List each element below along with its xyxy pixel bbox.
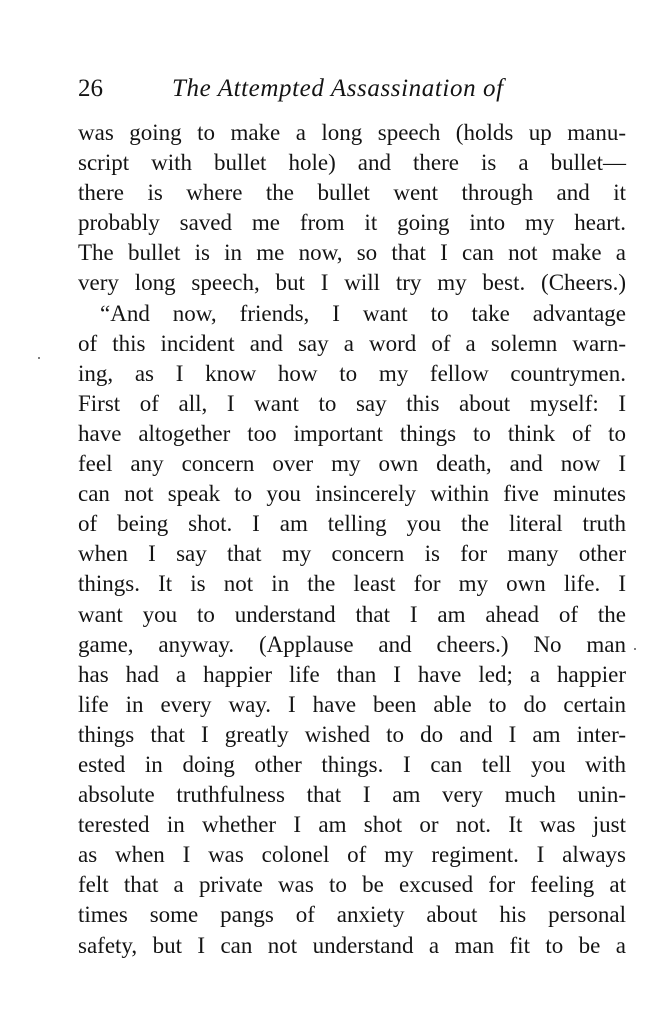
scan-speck <box>634 648 636 650</box>
running-header <box>78 72 638 106</box>
text-line: ested in doing other things. I can tell you with <box>78 751 626 777</box>
text-line: there is where the bullet went through and it <box>78 180 626 206</box>
body-text <box>78 118 626 961</box>
text-line: script with bullet hole) and there is a bullet— <box>78 150 626 176</box>
text-line: First of all, I want to say this about myself: I <box>78 390 626 416</box>
text-line: felt that a private was to be excused for feeling at <box>78 872 626 898</box>
text-line: ing, as I know how to my fellow countrymen. <box>78 360 626 386</box>
text-line: of this incident and say a word of a solemn warn- <box>78 330 626 356</box>
text-line: want you to understand that I am ahead of the <box>78 601 626 627</box>
text-line: game, anyway. (Applause and cheers.) No man <box>78 631 626 657</box>
text-line: The bullet is in me now, so that I can not make a <box>78 240 626 266</box>
text-line: has had a happier life than I have led; a happier <box>78 661 626 687</box>
text-line: probably saved me from it going into my heart. <box>78 210 626 236</box>
text-line: life in every way. I have been able to do certain <box>78 691 626 717</box>
text-line: very long speech, but I will try my best. (Cheers.) <box>78 270 626 296</box>
page-number: 26 <box>78 75 103 102</box>
text-line: was going to make a long speech (holds up manu- <box>78 120 626 145</box>
text-line: feel any concern over my own death, and now I <box>78 451 626 477</box>
text-line: safety, but I can not understand a man fit to be a <box>78 932 626 958</box>
text-line: when I say that my concern is for many other <box>78 541 626 567</box>
text-line: terested in whether I am shot or not. It was just <box>78 812 626 838</box>
text-line: things. It is not in the least for my own life. I <box>78 571 626 597</box>
text-line: have altogether too important things to think of to <box>78 420 626 446</box>
text-line: of being shot. I am telling you the literal truth <box>78 511 626 537</box>
scan-speck <box>38 357 40 359</box>
text-line: things that I greatly wished to do and I am inter- <box>78 721 626 747</box>
text-line: times some pangs of anxiety about his personal <box>78 902 626 928</box>
text-line: as when I was colonel of my regiment. I always <box>78 842 626 868</box>
text-line: absolute truthfulness that I am very much unin- <box>78 782 626 808</box>
paragraph-start-line: “And now, friends, I want to take advantage <box>100 300 626 326</box>
running-title: The Attempted Assassination of <box>172 75 504 102</box>
text-line: can not speak to you insincerely within five minutes <box>78 481 626 507</box>
